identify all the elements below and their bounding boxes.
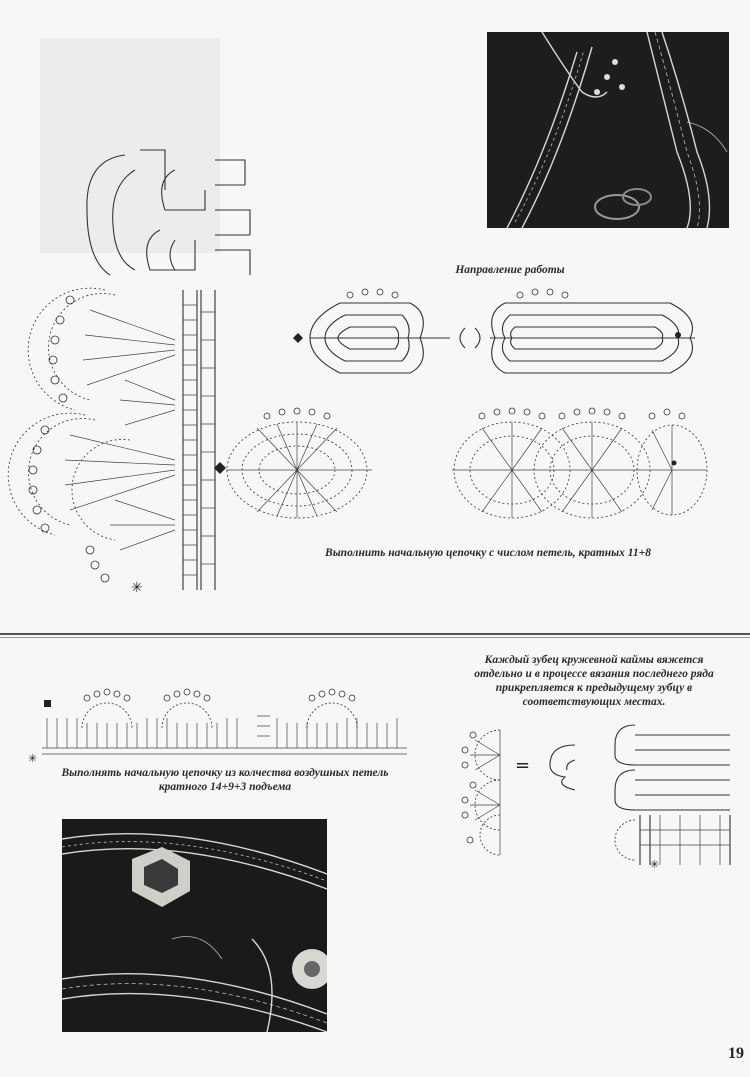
caption-work-direction: Направление работы xyxy=(455,264,565,276)
lace-photo-top xyxy=(487,32,729,228)
section-divider xyxy=(0,633,750,635)
work-direction-flow-diagram xyxy=(290,283,710,393)
start-star-marker-right: ✳ xyxy=(650,858,660,871)
start-star-marker-bottom: ✳ xyxy=(28,752,38,765)
page-number: 19 xyxy=(728,1045,744,1062)
tooth-assembly-diagram xyxy=(455,715,745,875)
section-divider-thin xyxy=(0,637,750,638)
horizontal-edging-diagram xyxy=(32,688,410,766)
caption-each-tooth: Каждый зубец кружевной каймы вяжется отдельно и в процессе вязания последнего ряда прикрепляется к предыдущему зубцу в соответствующих местах. xyxy=(474,654,714,708)
caption-chain-top: Выполнить начальную цепочку с числом петель, кратных 11+8 xyxy=(325,547,651,559)
start-star-marker-top: ✳ xyxy=(131,580,143,596)
lace-photo-bottom xyxy=(62,819,327,1032)
caption-chain-bottom: Выполнять начальную цепочку из колчества воздушных петель кратного 14+9+3 подъема xyxy=(61,767,389,793)
oval-motif-diagram xyxy=(212,408,707,533)
equals-sign: = xyxy=(515,755,531,776)
